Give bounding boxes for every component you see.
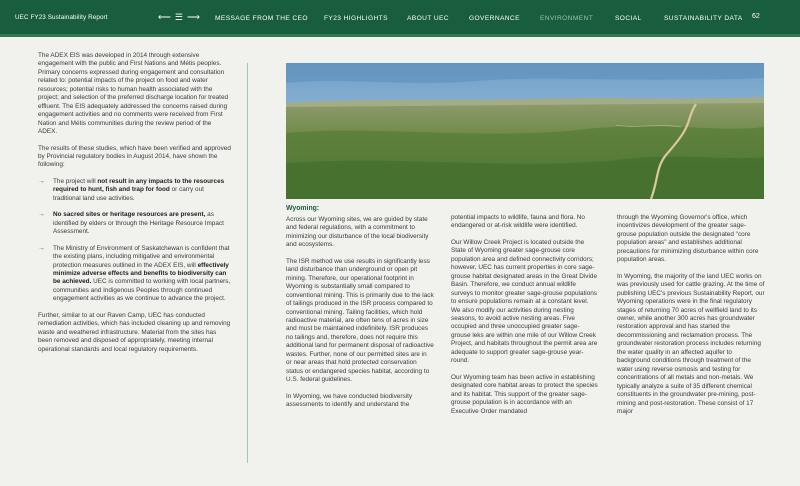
list-item: → The Ministry of Environment of Saskatchewan is confident that the existing plans, including mitigative and environmental protection measures outlined in the ADEX EIS, will effectively minimize adverse effects and benefits to biodiversity can be achieved. UEC is committed to working with local partners, communities and Indigenous Peoples through continued engagement activities as we continue to advance the project. <box>38 244 231 303</box>
next-page-arrow-icon[interactable]: ⟶ <box>186 12 200 22</box>
column-divider <box>247 63 248 463</box>
top-navigation-bar <box>0 0 800 37</box>
arrow-bullet-icon: → <box>38 244 45 252</box>
section-heading-wyoming: Wyoming: <box>286 205 320 212</box>
list-item: → No sacred sites or heritage resources are present, as identified by elders or through the Heritage Resource Impact Assessment. <box>38 211 224 236</box>
findings-list <box>38 178 231 304</box>
report-title[interactable]: UEC FY23 Sustainability Report <box>15 14 108 21</box>
adex-eis-paragraph: The ADEX EIS was developed in 2014 through extensive engagement with the public and First Nations and Métis peoples. Primary concerns expressed during engagement and consultation related to: potential impacts of the project on food and water resources; potential risks to human health associated with the project; and selection of the preferred discharge location for treated effluent. The EIS adequately addressed the concerns raised during engagement activities and no comments were received from First Nation and Métis communities during the review period of the ADEX. <box>38 52 229 136</box>
remediation-paragraph: Further, similar to at our Raven Camp, UEC has conducted remediation activities, which has included cleaning up and removing waste and weathered infrastructure. Material from the sites has been removed and disposed of appropriately, meeting internal operational standards and local regulatory requirements. <box>38 311 231 353</box>
nav-sustainability-data[interactable]: SUSTAINABILITY DATA <box>664 15 743 22</box>
arrow-bullet-icon: → <box>38 211 45 219</box>
body-paragraph: through the Wyoming Governor's office, which incentivizes development of the greater sage-grouse population outside the designated "core population areas" and establishes additional precautions for minimizing disturbance within core population areas. <box>617 214 759 264</box>
previous-page-arrow-icon[interactable]: ⟵ <box>158 12 171 22</box>
menu-icon[interactable]: ☰ <box>174 12 183 22</box>
body-paragraph: The ISR method we use results in significantly less land disturbance than underground or open pit mining. Therefore, our operational footprint in Wyoming is substantially small compared to conventional mining. This is primarily due to the lack of tailings produced in the ISR process compared to conventional mining. Tailing facilities, which hold radioactive material, are often tens of acres in size and must be maintained indefinitely. ISR produces no tailings and, therefore, does not require this additional land for permanent disposal of radioactive wastes. Further, none of our permitted sites are in or near areas that hold protected conservation status or endangered species habitat, according to U.S. federal guidelines. <box>286 257 434 384</box>
landscape-illustration <box>286 63 764 199</box>
nav-social[interactable]: SOCIAL <box>615 15 642 22</box>
body-paragraph: Our Wyoming team has been active in establishing designated core habitat areas to protect the species and its habitat. This support of the greater sage-grouse population is in accordance with an Executive Order mandated <box>451 373 598 415</box>
body-paragraph: potential impacts to wildlife, fauna and flora. No endangered or at-risk wildlife were identified. <box>451 214 585 230</box>
nav-fy23-highlights[interactable]: FY23 HIGHLIGHTS <box>324 15 388 22</box>
nav-message-from-ceo[interactable]: MESSAGE FROM THE CEO <box>215 15 308 22</box>
list-item: → The project will not result in any impacts to the resources required to hunt, fish and trap for food or carry out traditional land use activities. <box>38 177 225 202</box>
nav-about-uec[interactable]: ABOUT UEC <box>407 15 449 22</box>
nav-governance[interactable]: GOVERNANCE <box>469 15 520 22</box>
nav-environment[interactable]: ENVIRONMENT <box>540 15 594 22</box>
section-nav <box>0 15 800 25</box>
arrow-bullet-icon: → <box>38 177 45 185</box>
body-column-2 <box>451 214 599 424</box>
study-results-intro: The results of these studies, which have been verified and approved by Provincial regulatory bodies in August 2014, have shown the following: <box>38 144 231 169</box>
body-column-3 <box>617 214 765 424</box>
body-paragraph: Our Willow Creek Project is located outside the State of Wyoming greater sage-grouse core population area and defined connectivity corridors; however, UEC has current properties in core sage-grouse habitat designated areas in the Great Divide Basin. Therefore, we conduct annual wildlife surveys to monitor greater sage-grouse populations to ensure populations remain at a constant level. We also modify our activities during nesting seasons, to avoid active nesting areas. Five occupied and three unoccupied greater sage-grouse leks are within one mile of our Willow Creek Project, and habitats throughout the permit area are adequate to support greater sage-grouse year-round. <box>451 238 598 365</box>
body-paragraph: Across our Wyoming sites, we are guided by state and federal regulations, with a commitment to minimizing our disturbance of the local biodiversity and ecosystems. <box>286 216 429 249</box>
body-paragraph: In Wyoming, the majority of the land UEC works on was previously used for cattle grazing. At the time of publishing UEC's previous Sustainability Report, our Wyoming operations were in the final regulatory stages of returning 70 acres of wellfield land to its owner, while another 300 acres has groundwater restoration approval and has started the decommissioning and reclamation process. The groundwater restoration process includes returning the water quality in an affected aquifer to background conditions through treatment of the water using reverse osmosis and testing for concentrations of all metals and non-metals. We typically analyze a suite of 35 different chemical constituents in the groundwater pre-mining, post-mining and post-restoration. These consist of 17 major <box>617 272 765 415</box>
body-paragraph: In Wyoming, we have conducted biodiversity assessments to identify and understand the <box>286 392 413 409</box>
landscape-photo <box>286 63 764 199</box>
page-number: 62 <box>752 13 760 20</box>
body-column-1 <box>286 204 434 418</box>
left-column <box>38 52 231 362</box>
